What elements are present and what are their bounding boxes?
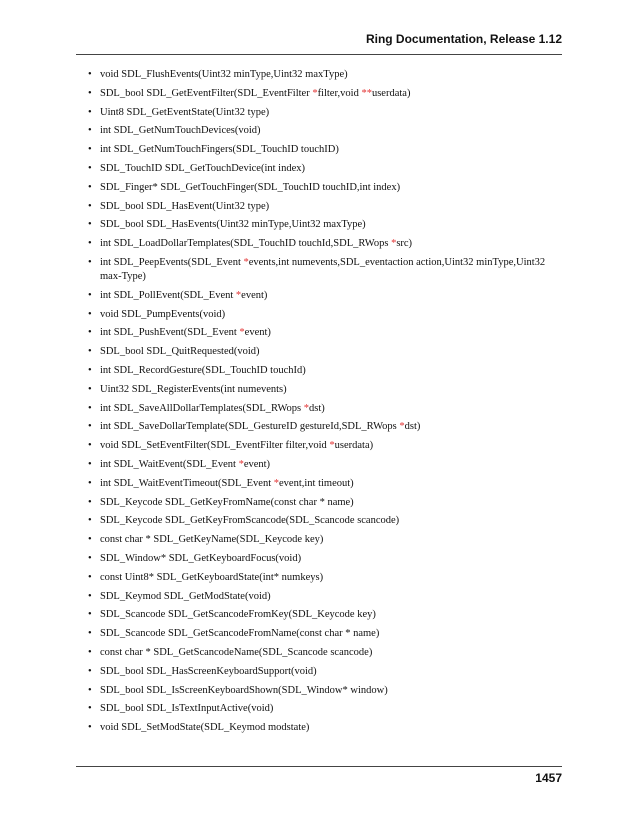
function-signature-text: Uint8 SDL_GetEventState(Uint32 type) [100,106,270,118]
bullet-icon: • [88,609,92,621]
list-item [88,143,562,157]
list-item [88,289,562,303]
function-signature-text: void SDL_SetModState(SDL_Keymod modstate) [100,722,310,734]
list-item [88,665,562,679]
list-item [88,477,562,491]
pointer-star: * [239,327,245,339]
pointer-star: * [391,238,397,250]
bullet-icon: • [88,440,92,452]
list-item [88,256,562,284]
bullet-icon: • [88,590,92,602]
function-signature-text: SDL_Finger* SDL_GetTouchFinger(SDL_TouchID touchID,int index) [100,181,401,193]
bullet-icon: • [88,181,92,193]
function-signature-text: SDL_Keymod SDL_GetModState(void) [100,590,271,602]
function-signature-text: int SDL_SaveAllDollarTemplates(SDL_RWops [100,402,304,414]
list-item [88,608,562,622]
function-signature-text: int SDL_PeepEvents(SDL_Event [100,256,244,268]
function-signature-text: int SDL_GetNumTouchFingers(SDL_TouchID touchID) [100,144,339,156]
list-item [88,402,562,416]
pointer-star: * [303,402,309,414]
function-signature-text: event) [244,327,271,339]
function-signature-text: const char * SDL_GetKeyName(SDL_Keycode key) [100,534,324,546]
function-signature-text: int SDL_GetNumTouchDevices(void) [100,125,261,137]
function-signature-text: SDL_bool SDL_IsScreenKeyboardShown(SDL_Window* window) [100,684,388,696]
bullet-icon: • [88,421,92,433]
function-signature-text: SDL_bool SDL_GetEventFilter(SDL_EventFilter [100,87,313,99]
bullet-icon: • [88,364,92,376]
list-item [88,514,562,528]
list-item [88,533,562,547]
function-signature-text: int SDL_LoadDollarTemplates(SDL_TouchID touchId,SDL_RWops [100,238,392,250]
bullet-icon: • [88,69,92,80]
list-item [88,326,562,340]
function-signature-text: SDL_bool SDL_IsTextInputActive(void) [100,703,274,715]
bullet-icon: • [88,162,92,174]
function-signature-text: int SDL_SaveDollarTemplate(SDL_GestureID gestureId,SDL_RWops [100,421,400,433]
function-signature-text: dst) [404,421,421,433]
bullet-icon: • [88,256,92,268]
list-item [88,552,562,566]
function-signature-text: SDL_bool SDL_HasEvents(Uint32 minType,Uint32 maxType) [100,219,366,231]
list-item [88,237,562,251]
list-item [88,87,562,101]
function-signature-text: int SDL_WaitEventTimeout(SDL_Event [100,477,274,489]
footer-divider [76,766,562,767]
function-signature-text: events,int numevents,SDL_eventaction action,Uint32 minType,Uint32 max-Type) [100,256,546,282]
function-signature-text: void SDL_FlushEvents(Uint32 minType,Uint32 maxType) [100,69,348,80]
bullet-icon: • [88,684,92,696]
pointer-star: * [243,256,249,268]
bullet-icon: • [88,552,92,564]
list-item [88,162,562,176]
list-item [88,383,562,397]
function-signature-text: SDL_Keycode SDL_GetKeyFromName(const char * name) [100,496,354,508]
list-item [88,124,562,138]
function-signature-text: SDL_bool SDL_HasScreenKeyboardSupport(void) [100,665,317,677]
list-item [88,684,562,698]
function-signature-text: void SDL_SetEventFilter(SDL_EventFilter filter,void [100,440,330,452]
bullet-icon: • [88,571,92,583]
function-signature-text: const Uint8* SDL_GetKeyboardState(int* numkeys) [100,571,324,583]
bullet-icon: • [88,496,92,508]
pointer-star: * [235,289,242,301]
bullet-icon: • [88,628,92,640]
function-signature-text: dst) [309,402,325,414]
list-item [88,181,562,195]
bullet-icon: • [88,106,92,118]
bullet-icon: • [88,327,92,339]
header-divider [76,54,562,55]
list-item [88,420,562,434]
function-signature-text: filter,void [317,87,362,99]
list-item [88,721,562,735]
bullet-icon: • [88,722,92,734]
pointer-star: * [273,477,280,489]
function-signature-text: SDL_Scancode SDL_GetScancodeFromName(const char * name) [100,628,380,640]
function-signature-text: src) [396,238,413,250]
list-item [88,496,562,510]
function-list [88,68,562,740]
function-signature-text: SDL_bool SDL_QuitRequested(void) [100,346,260,358]
function-signature-text: int SDL_PushEvent(SDL_Event [100,327,240,339]
function-signature-text: int SDL_WaitEvent(SDL_Event [100,458,239,470]
bullet-icon: • [88,703,92,715]
function-signature-text: SDL_TouchID SDL_GetTouchDevice(int index) [100,162,305,174]
bullet-icon: • [88,308,92,320]
bullet-icon: • [88,458,92,470]
bullet-icon: • [88,646,92,658]
function-signature-text: userdata) [334,440,374,452]
function-signature-text: void SDL_PumpEvents(void) [100,308,226,320]
bullet-icon: • [88,200,92,212]
bullet-icon: • [88,219,92,231]
bullet-icon: • [88,87,92,99]
bullet-icon: • [88,383,92,395]
list-item [88,439,562,453]
list-item [88,308,562,322]
list-item [88,627,562,641]
function-signature-text: int SDL_PollEvent(SDL_Event [100,289,236,301]
bullet-icon: • [88,238,92,250]
function-signature-text: SDL_Scancode SDL_GetScancodeFromKey(SDL_Keycode key) [100,609,376,621]
function-signature-text: userdata) [371,87,411,99]
list-item [88,646,562,660]
pointer-star: * [329,440,335,452]
page-number: 1457 [535,771,562,785]
function-signature-text: SDL_Keycode SDL_GetKeyFromScancode(SDL_Scancode scancode) [100,515,400,527]
function-signature-text: SDL_bool SDL_HasEvent(Uint32 type) [100,200,270,212]
bullet-icon: • [88,402,92,414]
list-item [88,106,562,120]
function-signature-text: event,int timeout) [279,477,354,489]
bullet-icon: • [88,346,92,358]
list-item [88,68,562,82]
bullet-icon: • [88,125,92,137]
function-signature-text: event) [243,458,271,470]
pointer-star: * [312,87,318,99]
list-item [88,218,562,232]
bullet-icon: • [88,144,92,156]
list-item [88,200,562,214]
list-item [88,345,562,359]
bullet-icon: • [88,665,92,677]
bullet-icon: • [88,289,92,301]
bullet-icon: • [88,477,92,489]
function-signature-text: event) [241,289,268,301]
page-header-title: Ring Documentation, Release 1.12 [365,32,562,46]
pointer-star: * [399,421,405,433]
function-signature-text: Uint32 SDL_RegisterEvents(int numevents) [100,383,287,395]
list-item [88,364,562,378]
function-signature-text: SDL_Window* SDL_GetKeyboardFocus(void) [100,552,302,564]
function-signature-text: int SDL_RecordGesture(SDL_TouchID touchId) [100,364,306,376]
bullet-icon: • [88,515,92,527]
bullet-icon: • [88,534,92,546]
pointer-star: ** [361,87,372,99]
list-item [88,458,562,472]
list-item [88,702,562,716]
list-item [88,571,562,585]
pointer-star: * [238,458,244,470]
list-item [88,590,562,604]
function-signature-text: const char * SDL_GetScancodeName(SDL_Scancode scancode) [100,646,373,658]
